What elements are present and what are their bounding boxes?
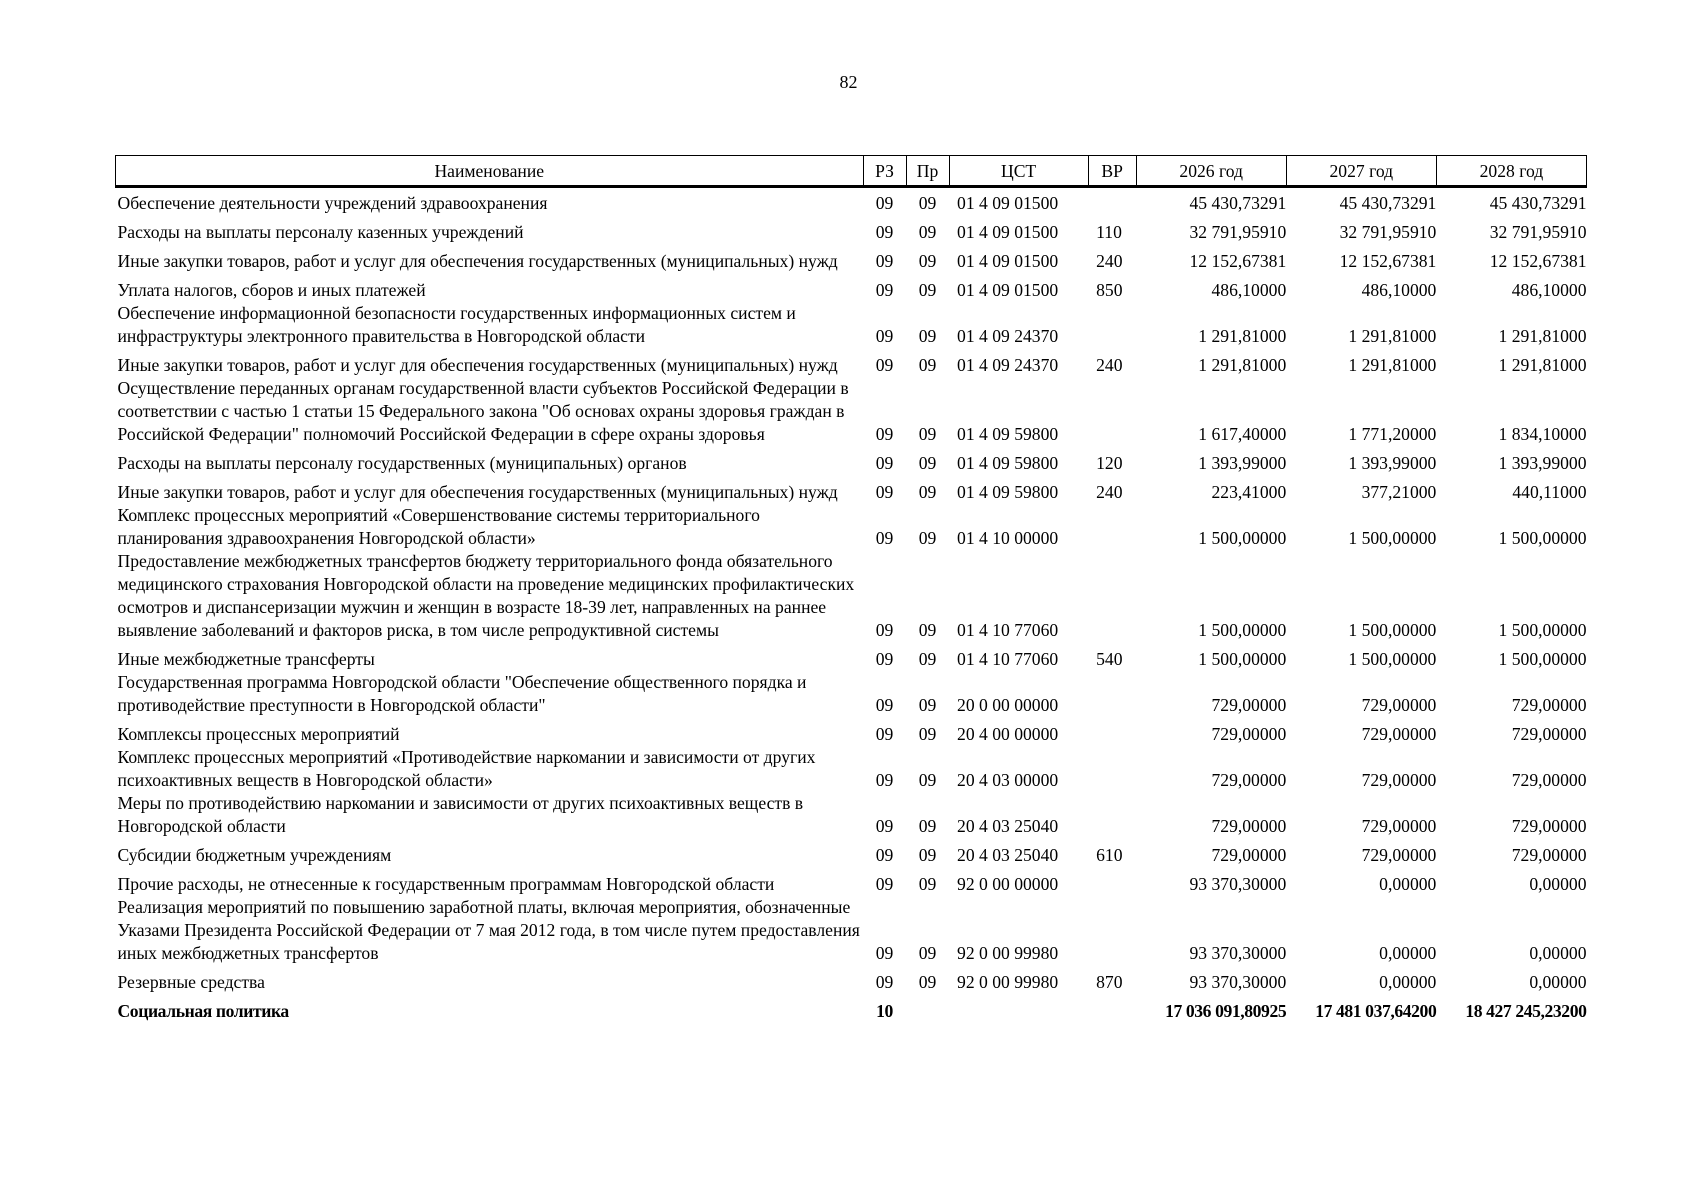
page-number: 82 (839, 72, 858, 92)
row-2027: 0,00000 (1379, 972, 1437, 992)
row-2028: 729,00000 (1511, 770, 1587, 790)
row-name: Уплата налогов, сборов и иных платежей (117, 280, 426, 300)
row-2026: 486,10000 (1211, 280, 1287, 300)
row-vr (1088, 550, 1136, 642)
row-name: Комплексы процессных мероприятий (117, 724, 400, 744)
row-2027: 729,00000 (1361, 770, 1437, 790)
table-row (116, 475, 1587, 504)
row-pr: 09 (918, 482, 937, 502)
table-row (116, 994, 1587, 1023)
row-pr: 09 (918, 845, 937, 865)
row-rz: 09 (875, 695, 894, 715)
row-vr (1088, 867, 1136, 896)
table-row (116, 965, 1587, 994)
table-row (116, 273, 1587, 302)
header-cst: ЦСТ (949, 156, 1088, 187)
table-row (116, 348, 1587, 377)
row-2028: 1 393,99000 (1498, 453, 1587, 473)
row-pr: 09 (918, 222, 937, 242)
budget-table (115, 155, 1587, 1023)
row-vr (1088, 792, 1136, 838)
row-rz: 09 (875, 943, 894, 963)
row-cst: 01 4 09 59800 (957, 453, 1059, 473)
row-2028: 729,00000 (1511, 816, 1587, 836)
row-rz: 09 (875, 528, 894, 548)
row-rz: 09 (875, 326, 894, 346)
row-rz: 09 (875, 620, 894, 640)
row-cst: 20 4 03 00000 (957, 770, 1059, 790)
row-2026: 1 393,99000 (1198, 453, 1287, 473)
row-2026: 93 370,30000 (1189, 874, 1287, 894)
row-2026: 1 500,00000 (1198, 649, 1287, 669)
table-row (116, 215, 1587, 244)
row-2026: 32 791,95910 (1189, 222, 1287, 242)
row-rz: 09 (875, 251, 894, 271)
row-2027: 486,10000 (1361, 280, 1437, 300)
row-cst: 20 4 03 25040 (957, 845, 1059, 865)
header-pr: Пр (906, 156, 949, 187)
row-pr: 09 (918, 874, 937, 894)
row-2028: 1 500,00000 (1498, 649, 1587, 669)
row-name: Меры по противодействию наркомании и зависимости от других психоактивных веществ в Новгородской области (117, 793, 804, 836)
row-name: Иные закупки товаров, работ и услуг для обеспечения государственных (муниципальных) нужд (117, 355, 838, 375)
table-row (116, 187, 1587, 216)
row-name: Реализация мероприятий по повышению заработной платы, включая мероприятия, обозначенные Указами Президента Российской Федерации от 7 мая 2012 года, в том числе путем предоставления иных межбюджетных трансфертов (117, 897, 860, 963)
row-rz: 09 (875, 816, 894, 836)
table-row (116, 504, 1587, 550)
row-cst: 01 4 09 24370 (957, 326, 1059, 346)
row-2026: 1 291,81000 (1198, 326, 1287, 346)
row-vr (1088, 717, 1136, 746)
row-name: Расходы на выплаты персоналу государственных (муниципальных) органов (117, 453, 687, 473)
table-row (116, 717, 1587, 746)
row-2026: 223,41000 (1211, 482, 1287, 502)
row-2027: 1 500,00000 (1348, 528, 1437, 548)
table-row (116, 671, 1587, 717)
row-vr (1088, 994, 1136, 1023)
table-row (116, 642, 1587, 671)
table-header (116, 156, 1587, 187)
row-2026: 729,00000 (1211, 724, 1287, 744)
row-2028: 0,00000 (1529, 874, 1587, 894)
row-cst: 01 4 09 01500 (957, 251, 1059, 271)
row-2026: 729,00000 (1211, 845, 1287, 865)
row-rz: 09 (875, 424, 894, 444)
header-rz: РЗ (863, 156, 906, 187)
table-row (116, 792, 1587, 838)
row-vr: 540 (1096, 649, 1123, 669)
table-row (116, 302, 1587, 348)
row-pr: 09 (918, 251, 937, 271)
row-cst: 01 4 09 01500 (957, 280, 1059, 300)
row-pr: 09 (918, 695, 937, 715)
row-rz: 09 (875, 845, 894, 865)
row-name: Резервные средства (117, 972, 265, 992)
row-cst: 01 4 09 59800 (957, 424, 1059, 444)
row-name: Расходы на выплаты персоналу казенных учреждений (117, 222, 524, 242)
row-name: Обеспечение информационной безопасности государственных информационных систем и инфраструктуры электронного правительства в Новгородской области (117, 303, 796, 346)
row-2028: 0,00000 (1529, 972, 1587, 992)
row-name: Комплекс процессных мероприятий «Противодействие наркомании и зависимости от других психоактивных веществ в Новгородской области» (117, 747, 816, 790)
row-2027: 0,00000 (1379, 943, 1437, 963)
row-pr: 09 (918, 649, 937, 669)
row-vr (1088, 671, 1136, 717)
row-2027: 12 152,67381 (1339, 251, 1437, 271)
row-name: Предоставление межбюджетных трансфертов бюджету территориального фонда обязательного медицинского страхования Новгородской области на проведение медицинских профилактических осмотров и диспансеризации мужчин и женщин в возрасте 18-39 лет, направленных на раннее выявление заболеваний и факторов риска, в том числе репродуктивной системы (117, 551, 855, 640)
row-pr: 09 (918, 943, 937, 963)
row-pr: 09 (918, 724, 937, 744)
row-2027: 729,00000 (1361, 816, 1437, 836)
row-2027: 729,00000 (1361, 724, 1437, 744)
row-2028: 1 500,00000 (1498, 620, 1587, 640)
row-cst: 01 4 09 59800 (957, 482, 1059, 502)
row-2026: 17 036 091,80925 (1165, 1001, 1287, 1021)
row-2027: 1 500,00000 (1348, 649, 1437, 669)
row-vr: 870 (1096, 972, 1123, 992)
row-cst: 92 0 00 00000 (957, 874, 1059, 894)
row-vr: 610 (1096, 845, 1123, 865)
row-name: Иные закупки товаров, работ и услуг для обеспечения государственных (муниципальных) нужд (117, 482, 838, 502)
row-2028: 1 834,10000 (1498, 424, 1587, 444)
row-rz: 09 (875, 222, 894, 242)
row-2027: 729,00000 (1361, 695, 1437, 715)
row-vr: 240 (1096, 355, 1123, 375)
row-2026: 729,00000 (1211, 770, 1287, 790)
row-name: Комплекс процессных мероприятий «Совершенствование системы территориального планирования здравоохранения Новгородской области» (117, 505, 760, 548)
row-name: Иные межбюджетные трансферты (117, 649, 375, 669)
row-2028: 45 430,73291 (1489, 193, 1587, 213)
row-pr: 09 (918, 453, 937, 473)
row-pr: 09 (918, 770, 937, 790)
row-vr: 110 (1096, 222, 1122, 242)
row-2027: 1 291,81000 (1348, 355, 1437, 375)
row-2026: 93 370,30000 (1189, 943, 1287, 963)
row-pr: 09 (918, 528, 937, 548)
row-cst: 01 4 09 24370 (957, 355, 1059, 375)
row-2026: 12 152,67381 (1189, 251, 1287, 271)
row-cst: 01 4 10 00000 (957, 528, 1059, 548)
header-row (116, 156, 1587, 187)
row-2026: 93 370,30000 (1189, 972, 1287, 992)
row-2027: 17 481 037,64200 (1315, 1001, 1437, 1021)
row-rz: 09 (875, 874, 894, 894)
row-name: Обеспечение деятельности учреждений здравоохранения (117, 193, 548, 213)
row-2028: 1 291,81000 (1498, 326, 1587, 346)
row-vr (1088, 504, 1136, 550)
header-2028: 2028 год (1436, 156, 1586, 187)
row-cst: 20 4 00 00000 (957, 724, 1059, 744)
row-cst: 01 4 09 01500 (957, 193, 1059, 213)
row-rz: 09 (875, 724, 894, 744)
row-cst (949, 994, 1088, 1023)
row-name: Прочие расходы, не отнесенные к государственным программам Новгородской области (117, 874, 775, 894)
row-cst: 01 4 10 77060 (957, 649, 1059, 669)
row-pr: 09 (918, 972, 937, 992)
row-2028: 729,00000 (1511, 724, 1587, 744)
row-name: Осуществление переданных органам государственной власти субъектов Российской Федерации в соответствии с частью 1 статьи 15 Федерального закона "Об основах охраны здоровья граждан в Российской Федерации" полномочий Российской Федерации в сфере охраны здоровья (117, 378, 849, 444)
row-2026: 1 500,00000 (1198, 528, 1287, 548)
row-vr (1088, 896, 1136, 965)
row-2028: 1 500,00000 (1498, 528, 1587, 548)
row-rz: 09 (875, 280, 894, 300)
row-pr: 09 (918, 424, 937, 444)
header-2027: 2027 год (1286, 156, 1436, 187)
row-2026: 1 617,40000 (1198, 424, 1287, 444)
header-name: Наименование (116, 156, 864, 187)
row-pr (906, 994, 949, 1023)
header-vr: ВР (1088, 156, 1136, 187)
row-2027: 1 393,99000 (1348, 453, 1437, 473)
row-rz: 09 (875, 453, 894, 473)
row-name: Государственная программа Новгородской области "Обеспечение общественного порядка и противодействие преступности в Новгородской области" (117, 672, 807, 715)
row-2026: 1 291,81000 (1198, 355, 1287, 375)
row-2028: 729,00000 (1511, 845, 1587, 865)
row-rz: 09 (875, 193, 894, 213)
table-row (116, 377, 1587, 446)
row-rz: 10 (876, 1001, 893, 1021)
row-2027: 729,00000 (1361, 845, 1437, 865)
row-cst: 01 4 09 01500 (957, 222, 1059, 242)
row-2028: 32 791,95910 (1489, 222, 1587, 242)
row-2028: 440,11000 (1512, 482, 1587, 502)
header-2026: 2026 год (1136, 156, 1286, 187)
row-vr: 850 (1096, 280, 1123, 300)
row-2028: 18 427 245,23200 (1465, 1001, 1587, 1021)
row-2028: 729,00000 (1511, 695, 1587, 715)
row-vr (1088, 302, 1136, 348)
row-2028: 12 152,67381 (1489, 251, 1587, 271)
row-pr: 09 (918, 326, 937, 346)
row-vr: 120 (1096, 453, 1123, 473)
row-pr: 09 (918, 355, 937, 375)
table-body (116, 187, 1587, 1024)
row-pr: 09 (918, 620, 937, 640)
row-vr (1088, 187, 1136, 216)
row-rz: 09 (875, 355, 894, 375)
row-cst: 92 0 00 99980 (957, 943, 1059, 963)
row-cst: 01 4 10 77060 (957, 620, 1059, 640)
row-rz: 09 (875, 649, 894, 669)
row-2027: 1 500,00000 (1348, 620, 1437, 640)
row-2026: 729,00000 (1211, 695, 1287, 715)
row-name: Субсидии бюджетным учреждениям (117, 845, 392, 865)
row-cst: 20 0 00 00000 (957, 695, 1059, 715)
row-2028: 1 291,81000 (1498, 355, 1587, 375)
row-2027: 1 291,81000 (1348, 326, 1437, 346)
row-2026: 1 500,00000 (1198, 620, 1287, 640)
row-2028: 486,10000 (1511, 280, 1587, 300)
row-vr (1088, 746, 1136, 792)
row-rz: 09 (875, 972, 894, 992)
row-pr: 09 (918, 280, 937, 300)
row-name: Социальная политика (117, 1001, 289, 1021)
row-vr: 240 (1096, 482, 1123, 502)
row-rz: 09 (875, 770, 894, 790)
table-row (116, 896, 1587, 965)
row-2027: 45 430,73291 (1339, 193, 1437, 213)
table-row (116, 244, 1587, 273)
row-name: Иные закупки товаров, работ и услуг для обеспечения государственных (муниципальных) нужд (117, 251, 838, 271)
table-row (116, 550, 1587, 642)
row-2028: 0,00000 (1529, 943, 1587, 963)
row-vr (1088, 377, 1136, 446)
row-2027: 0,00000 (1379, 874, 1437, 894)
row-2026: 45 430,73291 (1189, 193, 1287, 213)
row-cst: 20 4 03 25040 (957, 816, 1059, 836)
row-vr: 240 (1096, 251, 1123, 271)
table-row (116, 838, 1587, 867)
row-pr: 09 (918, 193, 937, 213)
row-2027: 377,21000 (1361, 482, 1437, 502)
row-2027: 32 791,95910 (1339, 222, 1437, 242)
row-2026: 729,00000 (1211, 816, 1287, 836)
row-rz: 09 (875, 482, 894, 502)
table-row (116, 867, 1587, 896)
table-row (116, 746, 1587, 792)
row-cst: 92 0 00 99980 (957, 972, 1059, 992)
row-pr: 09 (918, 816, 937, 836)
row-2027: 1 771,20000 (1348, 424, 1437, 444)
table-row (116, 446, 1587, 475)
